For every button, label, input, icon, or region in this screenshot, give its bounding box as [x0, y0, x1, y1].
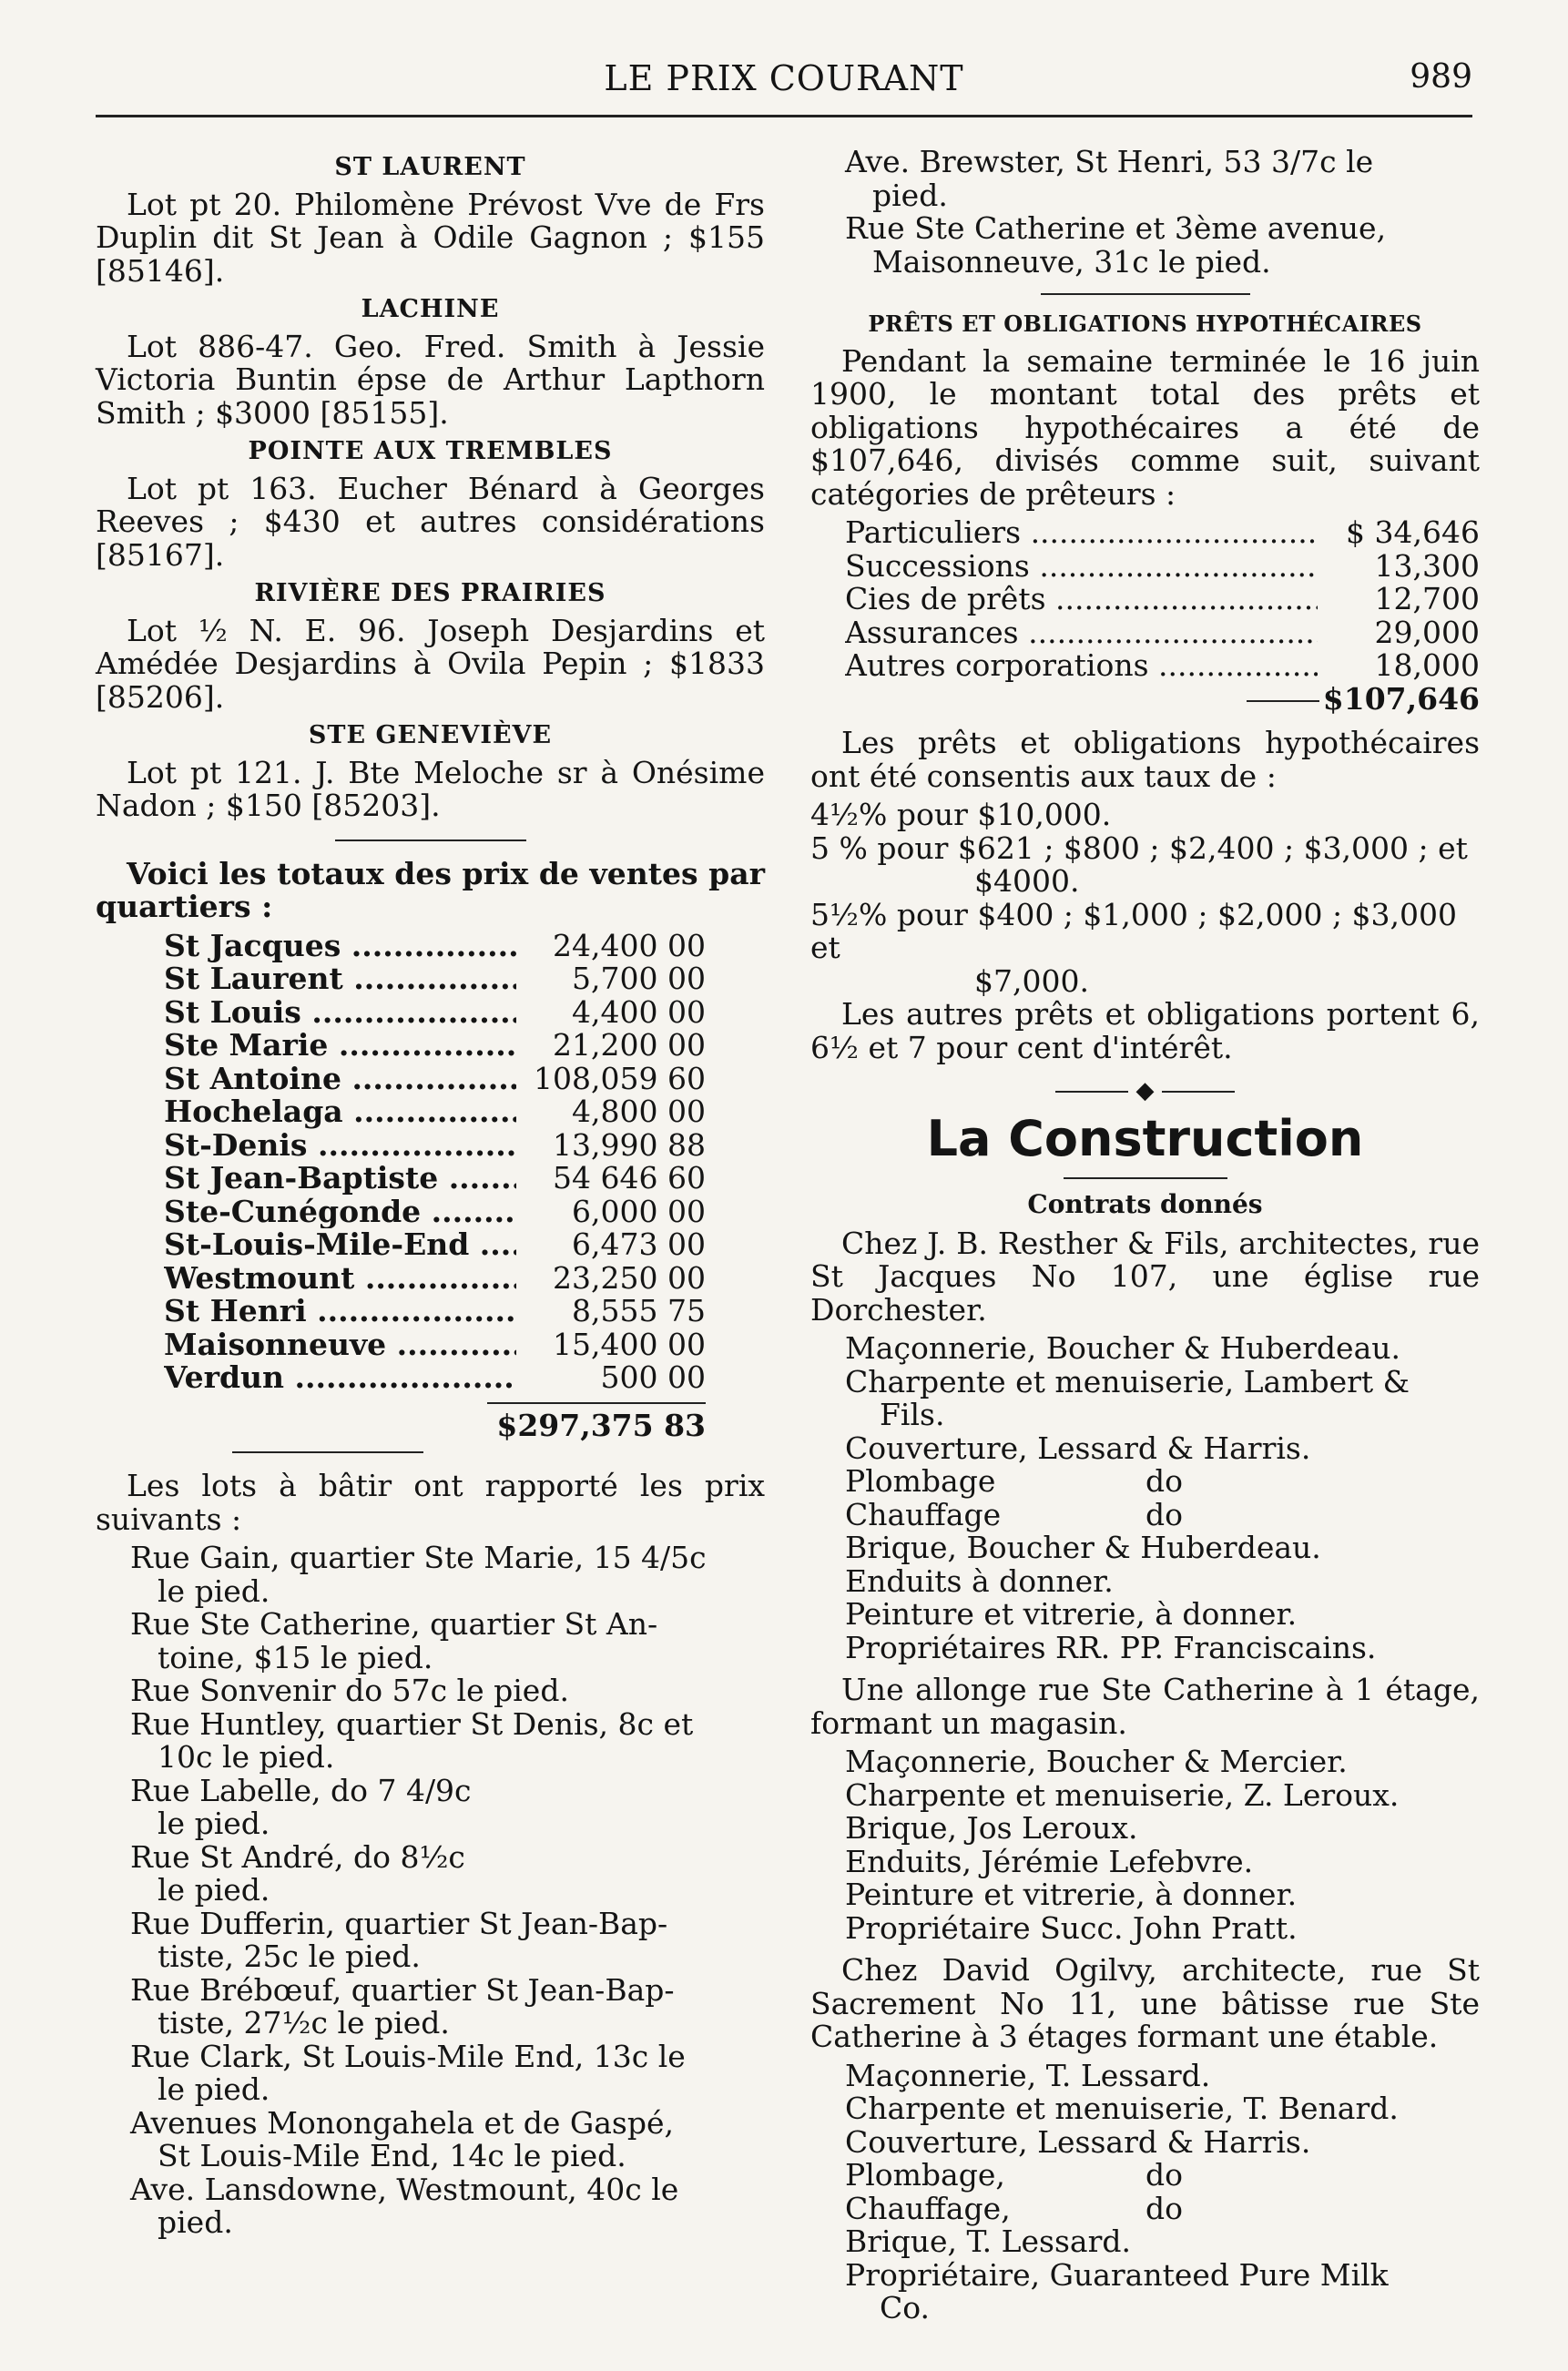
trade-entry	[810, 1332, 1480, 1366]
district-total-row	[164, 1126, 706, 1163]
district-value: 15,400 00	[553, 1326, 706, 1362]
prets-intro: Pendant la semaine terminée le 16 juin 1900, le montant total des prêts et obligations hypothécaires a été de $107,646, divisés comme suit, suivant catégories de prêteurs :	[810, 342, 1480, 512]
lot-price-entry-line: Rue Brébœuf, quartier St Jean-Bap-	[130, 1971, 675, 2008]
lot-price-entry-line: Ave. Brewster, St Henri, 53 3/7c le	[845, 144, 1374, 179]
lot-price-entry-line: Rue Huntley, quartier St Denis, 8c et	[130, 1705, 694, 1742]
contract-3-trades	[810, 2057, 1480, 2325]
district-name: Maisonneuve .....	[164, 1328, 516, 1362]
trade-entry	[810, 1531, 1480, 1565]
district-total-row	[164, 1259, 706, 1296]
lender-name: Autres corporations .....	[845, 649, 1318, 683]
district-total-row	[164, 1029, 706, 1063]
ornament-diamond-icon: ◆	[1135, 1077, 1155, 1104]
rate-line: 4½% pour $10,000.	[810, 797, 1112, 832]
left-column	[96, 146, 765, 2240]
rate-continuation: $4000.	[974, 863, 1080, 899]
running-header	[96, 53, 1472, 107]
trade-entry	[810, 2159, 1480, 2193]
lots-intro: Les lots à bâtir ont rapporté les prix suivants :	[96, 1468, 765, 1537]
lot-price-entry-line: Rue Labelle, do 7 4/9c	[130, 1772, 472, 1808]
district-value: 13,990 88	[553, 1126, 706, 1163]
district-total-row	[164, 962, 706, 996]
district-value: 500 00	[600, 1359, 706, 1395]
trade-name: Enduits, Jérémie Lefebvre.	[845, 1843, 1254, 1879]
trade-entry	[810, 1909, 1480, 1946]
lot-price-entry	[96, 1971, 765, 2040]
lot-price-entry-line: Rue Gain, quartier Ste Marie, 15 4/5c	[130, 1540, 707, 1575]
entry-pointe-aux-trembles: Lot pt 163. Eucher Bénard à Georges Reeves ; $430 et autres considérations [85167].	[96, 470, 765, 573]
section-heading-ste-genevieve: STE GENEVIÈVE	[308, 721, 553, 749]
lender-name: Successions .....	[845, 550, 1318, 584]
divider-rule	[335, 840, 526, 841]
trade-entry	[810, 1432, 1480, 1466]
trade-name: Propriétaire Succ. John Pratt.	[845, 1909, 1298, 1946]
header-rule	[96, 115, 1472, 117]
trade-name: Charpente et menuiserie, Z. Leroux.	[845, 1776, 1400, 1813]
grand-total: $297,375 83	[496, 1407, 706, 1443]
lot-price-entry	[96, 2173, 765, 2240]
trade-entry	[810, 1745, 1480, 1779]
lender-name: Cies de prêts .....	[845, 583, 1318, 616]
trade-entry	[810, 1812, 1480, 1846]
lot-price-entry-line: Rue Dufferin, quartier St Jean-Bap-	[130, 1905, 668, 1941]
contracts-subtitle: Contrats donnés	[810, 1177, 1480, 1222]
lot-price-entry	[96, 1674, 765, 1708]
contract-3-intro: Chez David Ogilvy, architecte, rue St Sacrement No 11, une bâtisse rue Ste Catherine à 3 étages formant une étable.	[810, 1952, 1480, 2054]
section-heading-lachine: LACHINE	[361, 295, 500, 323]
trade-name: Brique, T. Lessard.	[845, 2223, 1131, 2259]
trade-entry	[810, 2225, 1480, 2259]
district-name: Westmount .....	[164, 1262, 516, 1296]
lender-amount: 13,300	[1374, 547, 1480, 584]
trade-entry	[810, 1598, 1480, 1632]
loans-total: $107,646	[810, 683, 1480, 717]
district-total-row	[164, 1295, 706, 1328]
lot-price-entry-continuation: pied.	[872, 177, 948, 213]
district-value: 4,800 00	[572, 1094, 706, 1129]
rate-line: 5½% pour $400 ; $1,000 ; $2,000 ; $3,000 et	[810, 896, 1458, 965]
district-total-row	[164, 927, 706, 963]
lender-row	[845, 516, 1480, 550]
lender-row	[845, 583, 1480, 616]
ornament-rule	[810, 1079, 1480, 1103]
lender-amount: 12,700	[1374, 581, 1480, 616]
interest-rates-list	[810, 799, 1480, 998]
district-value: 8,555 75	[572, 1293, 706, 1328]
lot-price-entry	[96, 1905, 765, 1974]
trade-name: Brique, Jos Leroux.	[845, 1810, 1138, 1846]
lot-price-entry	[96, 1705, 765, 1775]
trade-name: Maçonnerie, T. Lessard.	[845, 2057, 1211, 2093]
rate-continuation: $7,000.	[974, 962, 1089, 999]
lot-price-entry-line: Ave. Lansdowne, Westmount, 40c le	[130, 2171, 679, 2207]
district-name: Verdun .....	[164, 1361, 516, 1395]
trade-entry	[810, 1629, 1480, 1665]
district-value: 54 646 60	[553, 1160, 706, 1196]
district-name: St-Denis .....	[164, 1129, 516, 1163]
trade-name: Peinture et vitrerie, à donner.	[845, 1877, 1298, 1912]
lot-price-entry-line: Rue Sonvenir do 57c le pied.	[130, 1673, 569, 1708]
lot-price-entry-continuation: le pied.	[158, 1806, 270, 1841]
district-total-row	[164, 1162, 706, 1196]
section-heading-riviere-des-prairies: RIVIÈRE DES PRAIRIES	[254, 579, 606, 607]
trade-name: Couverture, Lessard & Harris.	[845, 1430, 1311, 1466]
trade-name: Maçonnerie, Boucher & Mercier.	[845, 1744, 1348, 1779]
lot-price-entry-continuation: le pied.	[158, 2071, 270, 2107]
lender-row	[845, 547, 1480, 584]
trade-ditto: do	[1145, 2190, 1183, 2226]
district-name: St Antoine .....	[164, 1063, 516, 1096]
lot-price-entry	[96, 1608, 765, 1674]
trade-entry	[810, 1465, 1480, 1499]
lot-price-entry	[810, 212, 1480, 279]
district-total-row	[164, 1095, 706, 1129]
rate-line: 5 % pour $621 ; $800 ; $2,400 ; $3,000 ; et	[810, 829, 1468, 866]
lot-price-entry-line: Rue Ste Catherine, quartier St An-	[130, 1606, 658, 1642]
lender-categories-list	[810, 516, 1480, 683]
lot-price-entry	[96, 2104, 765, 2173]
lender-amount: $ 34,646	[1346, 514, 1480, 550]
trade-entry	[810, 2092, 1480, 2126]
trade-entry	[810, 1562, 1480, 1599]
contract-1-trades	[810, 1332, 1480, 1664]
lot-price-entry-continuation: pied.	[158, 2204, 233, 2240]
district-name: Ste Marie .....	[164, 1029, 516, 1063]
entry-lachine: Lot 886-47. Geo. Fred. Smith à Jessie Victoria Buntin épse de Arthur Lapthorn Smith ; $3000 [85155].	[96, 328, 765, 431]
trade-name: Chauffage	[845, 1496, 1002, 1532]
trade-entry	[810, 1878, 1480, 1912]
district-value: 6,473 00	[572, 1226, 706, 1262]
entry-ste-genevieve: Lot pt 121. J. Bte Meloche sr à Onésime Nadon ; $150 [85203].	[96, 754, 765, 823]
trade-entry	[810, 2057, 1480, 2093]
divider-rule	[232, 1451, 423, 1453]
trade-name: Couverture, Lessard & Harris.	[845, 2123, 1311, 2160]
trade-name: Propriétaires RR. PP. Franciscains.	[845, 1629, 1377, 1665]
lender-amount: 29,000	[1374, 614, 1480, 650]
district-value: 108,059 60	[534, 1060, 706, 1096]
trade-entry	[810, 1843, 1480, 1879]
sum-rule	[487, 1402, 706, 1404]
district-name: Ste-Cunégonde .....	[164, 1196, 516, 1229]
rates-other: Les autres prêts et obligations portent 6, 6½ et 7 pour cent d'intérêt.	[810, 996, 1480, 1065]
district-totals-list	[96, 927, 765, 1395]
lot-prices-continued	[810, 146, 1480, 279]
lot-price-entry-continuation: le pied.	[158, 1572, 270, 1609]
lot-price-entry-continuation: St Louis-Mile End, 14c le pied.	[158, 2138, 626, 2173]
trade-ditto: do	[1145, 1496, 1183, 1532]
lender-name: Particuliers .....	[845, 516, 1318, 550]
lender-row	[845, 649, 1480, 683]
lender-row	[845, 616, 1480, 650]
lot-price-entry	[810, 146, 1480, 212]
district-total-row	[164, 1328, 706, 1362]
trade-name: Peinture et vitrerie, à donner.	[845, 1596, 1298, 1632]
trade-name: Enduits à donner.	[845, 1562, 1114, 1599]
lot-price-entry-continuation: Maisonneuve, 31c le pied.	[872, 243, 1271, 280]
lender-amount: 18,000	[1374, 647, 1480, 683]
trade-name: Maçonnerie, Boucher & Huberdeau.	[845, 1330, 1400, 1366]
construction-title: La Construction	[926, 1110, 1364, 1167]
rate-entry	[810, 896, 1480, 999]
lot-price-entry-continuation: 10c le pied.	[158, 1739, 335, 1775]
contract-2-intro: Une allonge rue Ste Catherine à 1 étage, formant un magasin.	[810, 1672, 1480, 1741]
district-total-row	[164, 1228, 706, 1262]
entry-st-laurent: Lot pt 20. Philomène Prévost Vve de Frs Duplin dit St Jean à Odile Gagnon ; $155 [85146].	[96, 186, 765, 289]
section-heading-prets: PRÊTS ET OBLIGATIONS HYPOTHÉCAIRES	[868, 310, 1422, 337]
district-name: St Jean-Baptiste .....	[164, 1162, 516, 1196]
trade-name: Plombage,	[845, 2157, 1005, 2193]
lot-price-entry-line: Rue St André, do 8½c	[130, 1838, 465, 1875]
trade-continuation: Co.	[880, 2290, 931, 2325]
rates-intro: Les prêts et obligations hypothécaires ont été consentis aux taux de :	[810, 725, 1480, 794]
trade-name: Charpente et menuiserie, T. Benard.	[845, 2091, 1399, 2126]
trade-name: Chauffage,	[845, 2190, 1011, 2226]
right-column	[810, 146, 1480, 2325]
trade-entry	[810, 1776, 1480, 1813]
section-heading-st-laurent: ST LAURENT	[334, 153, 526, 181]
trade-entry	[810, 2123, 1480, 2160]
district-value: 6,000 00	[572, 1193, 706, 1229]
totals-intro: Voici les totaux des prix de ventes par quartiers :	[96, 855, 765, 924]
lot-price-entry-continuation: toine, $15 le pied.	[158, 1639, 433, 1675]
district-value: 21,200 00	[553, 1027, 706, 1063]
trade-entry	[810, 2256, 1480, 2325]
trade-ditto: do	[1145, 2157, 1183, 2193]
lot-price-entry-line: Avenues Monongahela et de Gaspé,	[130, 2104, 674, 2141]
lot-price-entry	[96, 1542, 765, 1608]
divider-rule	[1041, 293, 1250, 295]
district-name: Hochelaga .....	[164, 1095, 516, 1129]
page-number: 989	[1410, 58, 1472, 96]
lot-price-entry-line: Rue Clark, St Louis-Mile End, 13c le	[130, 2038, 686, 2074]
trade-name: Propriétaire, Guaranteed Pure Milk	[845, 2256, 1389, 2293]
trade-name: Charpente et menuiserie, Lambert &	[845, 1363, 1410, 1399]
lot-price-entry	[96, 1772, 765, 1841]
trade-continuation: Fils.	[880, 1397, 945, 1432]
trade-name: Brique, Boucher & Huberdeau.	[845, 1530, 1321, 1565]
lot-price-entry-continuation: tiste, 25c le pied.	[158, 1939, 421, 1974]
lender-name: Assurances .....	[845, 616, 1318, 650]
lot-price-entry	[96, 1838, 765, 1908]
lot-price-entry-continuation: le pied.	[158, 1872, 270, 1908]
contract-1-intro: Chez J. B. Resther & Fils, architectes, rue St Jacques No 107, une église rue Dorchester.	[810, 1225, 1480, 1328]
lot-price-entry-continuation: tiste, 27½c le pied.	[158, 2005, 450, 2040]
district-name: St Laurent .....	[164, 962, 516, 996]
district-total-row	[164, 1361, 706, 1395]
district-value: 4,400 00	[572, 993, 706, 1030]
contract-2-trades	[810, 1745, 1480, 1945]
district-total-row	[164, 1060, 706, 1096]
district-total-row	[164, 993, 706, 1030]
district-value: 23,250 00	[553, 1259, 706, 1296]
trade-name: Plombage	[845, 1463, 996, 1499]
trade-ditto: do	[1145, 1463, 1183, 1499]
district-name: St-Louis-Mile-End .....	[164, 1228, 516, 1262]
entry-riviere-des-prairies: Lot ½ N. E. 96. Joseph Desjardins et Amédée Desjardins à Ovila Pepin ; $1833 [85206].	[96, 612, 765, 715]
trade-entry	[810, 1496, 1480, 1532]
district-value: 5,700 00	[572, 961, 706, 996]
publication-title: LE PRIX COURANT	[604, 58, 964, 98]
trade-entry	[810, 1363, 1480, 1432]
district-name: St Louis .....	[164, 996, 516, 1030]
district-total-row	[164, 1193, 706, 1229]
district-name: St Jacques .....	[164, 930, 516, 963]
section-heading-pointe-aux-trembles: POINTE AUX TREMBLES	[248, 437, 613, 465]
rate-entry	[810, 829, 1480, 899]
lot-price-entry-line: Rue Ste Catherine et 3ème avenue,	[845, 210, 1387, 246]
lot-price-entry	[96, 2040, 765, 2107]
rate-entry	[810, 799, 1480, 832]
district-name: St Henri .....	[164, 1295, 516, 1328]
district-value: 24,400 00	[553, 927, 706, 963]
lot-prices-list	[96, 1542, 765, 2240]
trade-entry	[810, 2190, 1480, 2226]
